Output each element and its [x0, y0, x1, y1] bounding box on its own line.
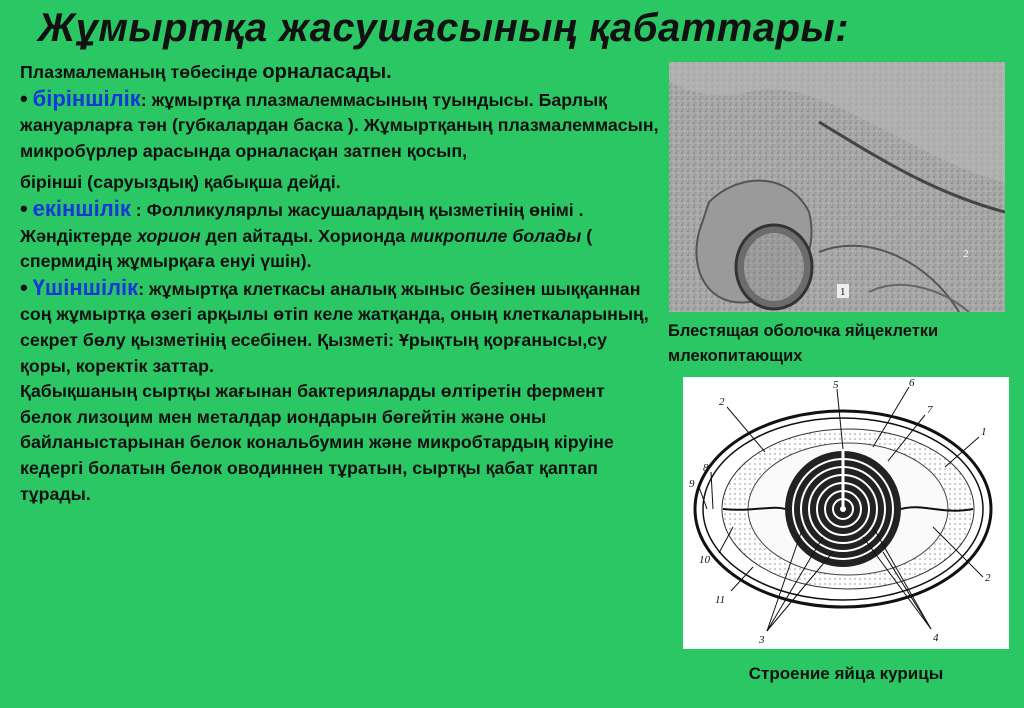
micrograph-caption: Блестящая оболочка яйцеклетки млекопитающих [668, 322, 939, 365]
second-layer-label: екіншілік [32, 195, 131, 221]
micrograph-image [669, 62, 1005, 312]
chorion-term: хорион [136, 225, 201, 246]
diagram-caption: Строение яйца курицы [748, 664, 944, 683]
intro-text: Плазмалеманың төбесінде [20, 62, 263, 82]
third-layer [20, 275, 660, 379]
diagram-label: 7 [927, 404, 933, 416]
diagram-label: 10 [699, 554, 710, 566]
third-layer-extra: Қабықшаның сыртқы жағынан бактерияларды өлтіретін фермент белок лизоцим мен металдар иондарын бөгейтін және оны байланыстарынан белок кональбумин және микробтардың кіруіне кедергі болатын белок оводиннен тұратын, сыртқы қабат қаптап тұрады. [20, 381, 614, 504]
diagram-label: 6 [909, 377, 915, 389]
intro-line [20, 60, 660, 86]
body-text [20, 60, 660, 507]
second-layer-text: : Фолликулярлы жасушалардың қызметінің өнімі . Жәндіктерде [20, 199, 584, 246]
bullet: • [20, 85, 28, 111]
diagram-label: 9 [689, 478, 695, 490]
first-layer-text-2: бірінші (саруыздық) қабықша дейді. [20, 172, 341, 193]
micrograph-illustration [669, 62, 1005, 312]
diagram-label: 2 [985, 572, 991, 584]
diagram-label: 2 [719, 396, 725, 408]
diagram-label: 8 [703, 462, 709, 474]
diagram-label: 4 [933, 632, 939, 644]
second-layer [20, 196, 660, 275]
micrograph-label: 1 [840, 286, 846, 298]
third-layer-label: Үшіншілік [32, 274, 139, 300]
page-title: Жұмыртқа жасушасының қабаттары: [38, 6, 850, 50]
intro-emphasis: орналасады. [262, 61, 392, 83]
bullet: • [20, 195, 28, 221]
second-layer-text-2: деп айтады. Хорионда [200, 225, 411, 246]
first-layer-label: біріншілік [32, 85, 141, 111]
first-layer-text: : жұмыртқа плазмалеммасының туындысы. Барлық жануарларға тән (губкалардан баска ). Жұмыртқаның плазмалеммасын, микробүрлер арасында орналасқан затпен қосып, [20, 89, 659, 161]
third-layer-text: : жұмыртқа клеткасы аналық жыныс безінен шыққаннан соң жұмыртқа өзегі арқылы өтіп келе жатқанда, оның клеткаларының, секрет бөлу қызметінің есебінен. Қызметі: Ұрықтың қорғанысы,су қоры, коректік заттар. [20, 278, 649, 376]
diagram-label: 3 [759, 634, 765, 646]
diagram-label: 5 [833, 379, 839, 391]
egg-illustration [683, 377, 1009, 649]
egg-diagram [683, 377, 1009, 649]
first-layer [20, 86, 660, 165]
micrograph-label: 2 [963, 248, 969, 260]
bullet: • [20, 274, 28, 300]
diagram-label: 11 [715, 594, 726, 606]
second-layer-text-3: ( спермидің жұмырқаға енуі үшін). [20, 225, 593, 272]
micropyle-term: микропиле болады [410, 225, 582, 246]
diagram-label: 1 [981, 426, 987, 438]
